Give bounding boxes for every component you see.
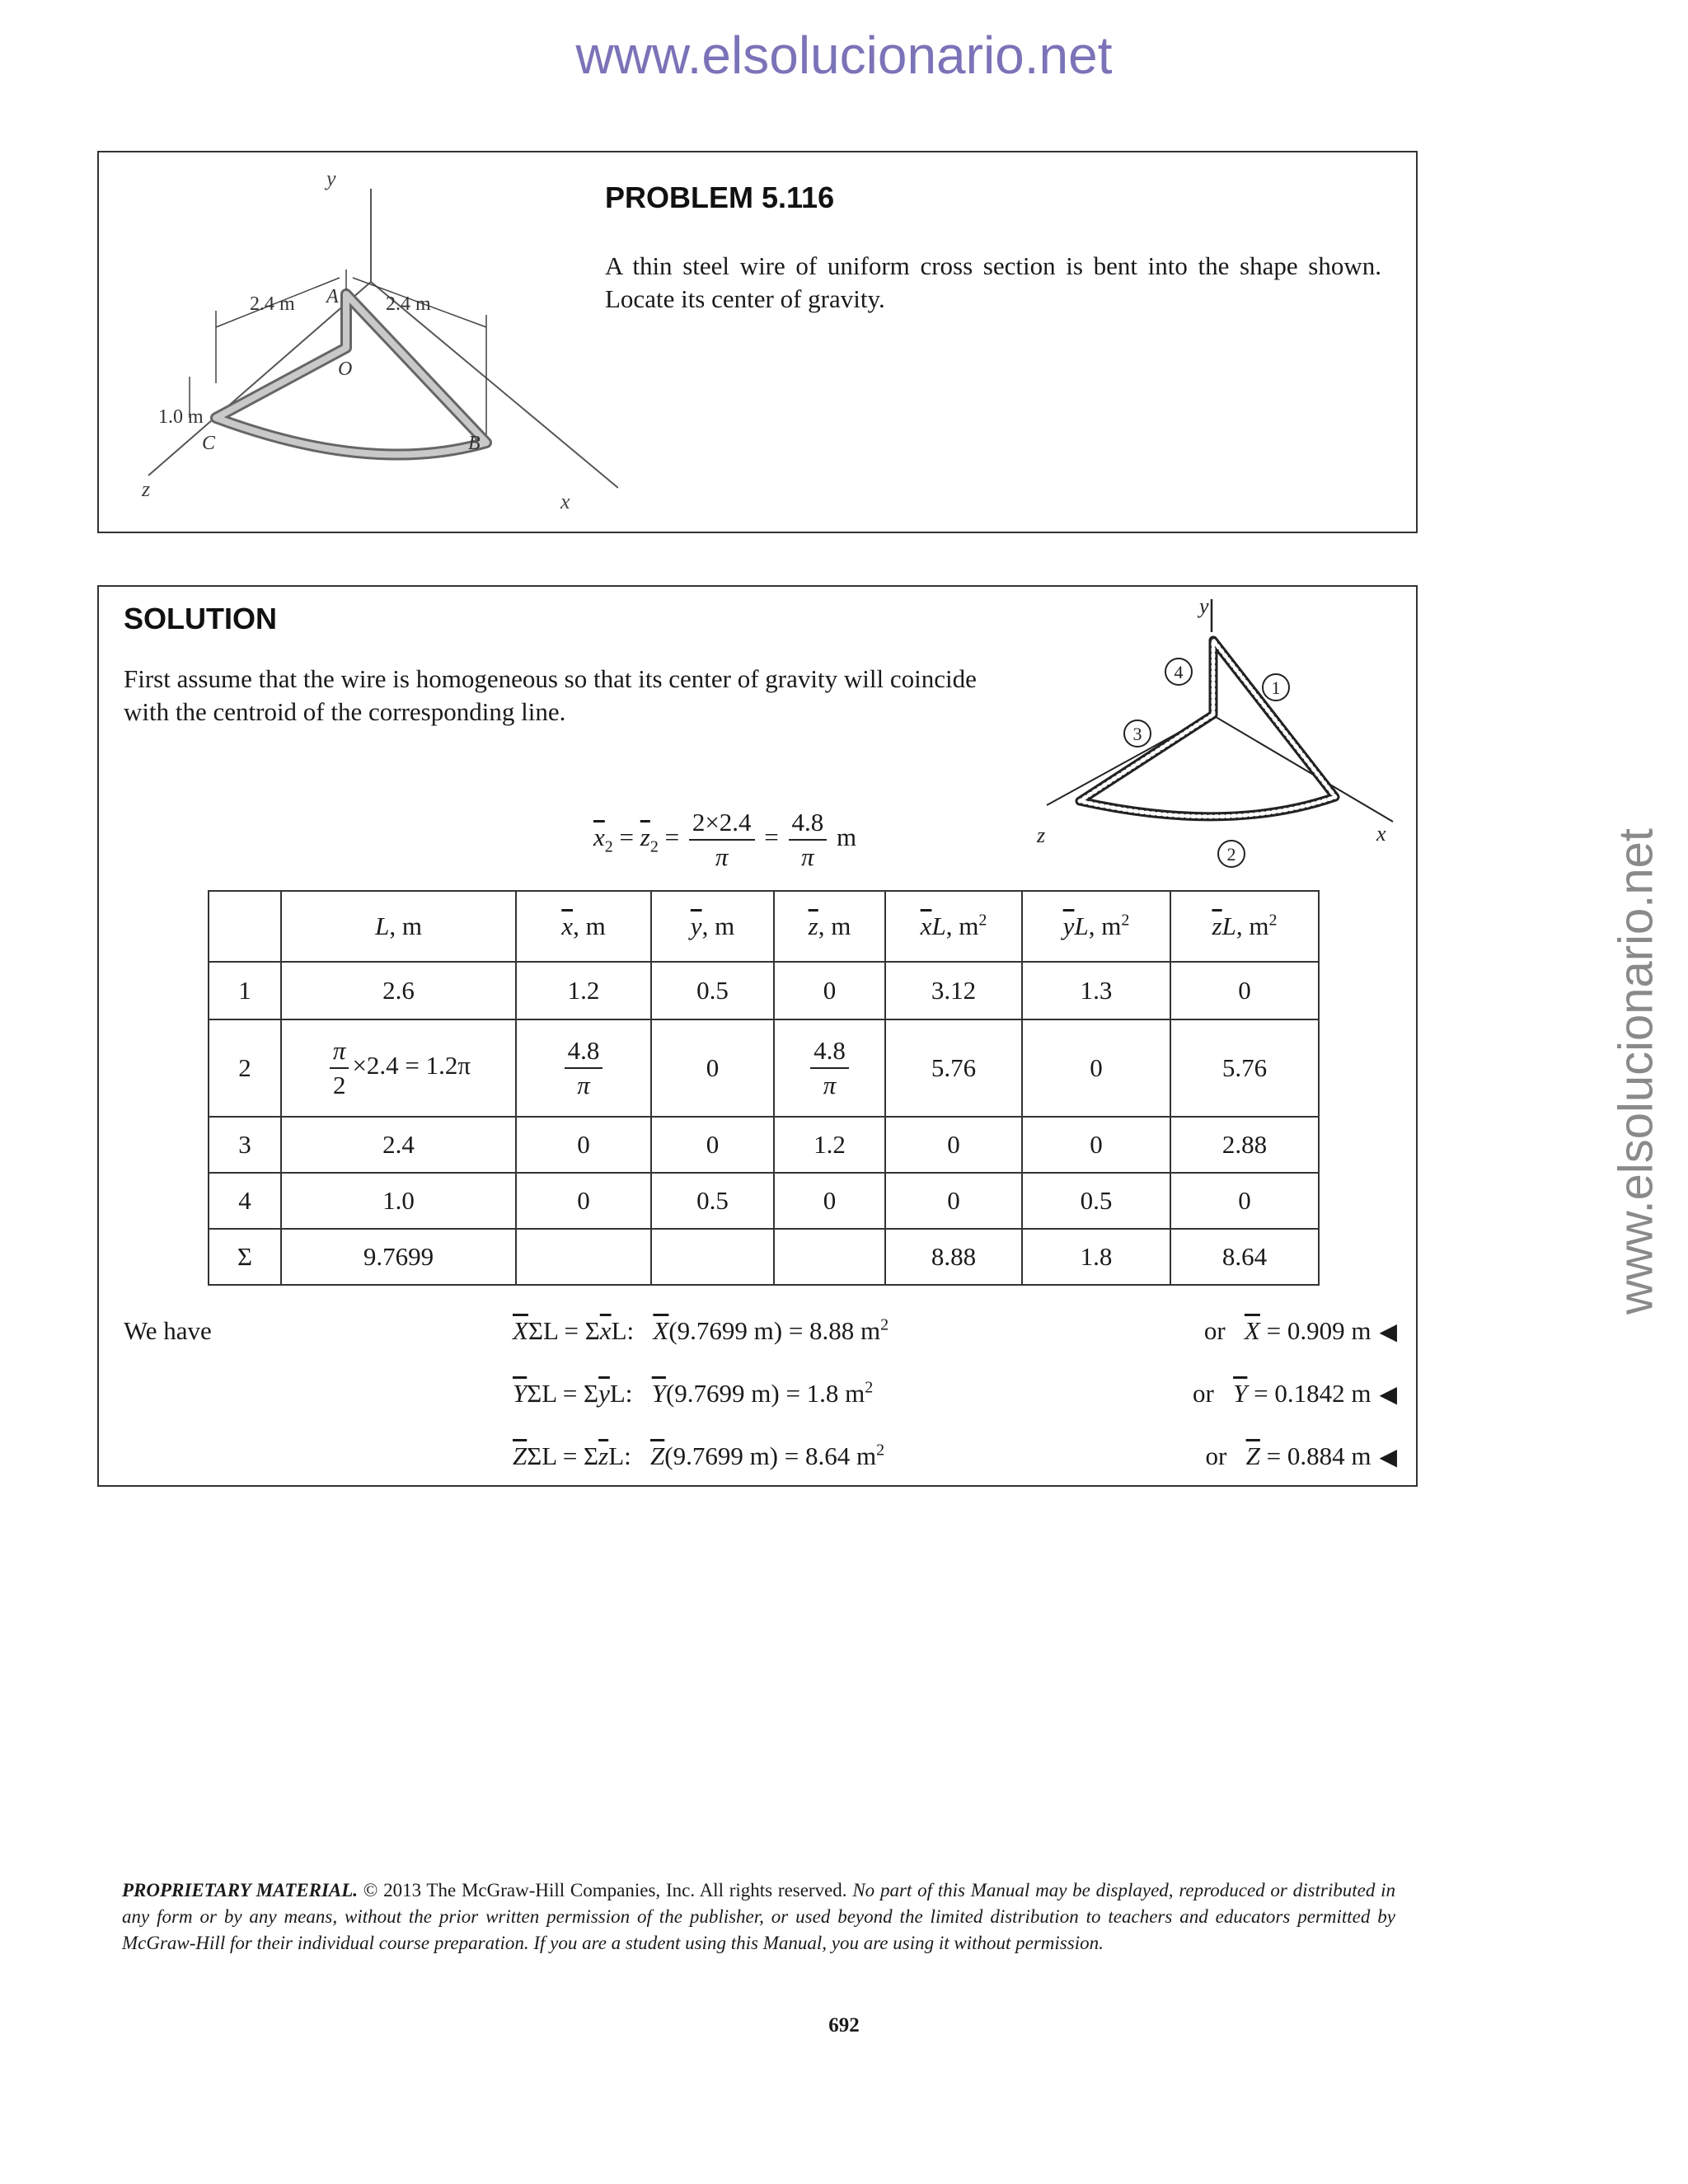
label-y: y xyxy=(326,171,336,190)
point-O: O xyxy=(338,359,353,380)
problem-text: A thin steel wire of uniform cross section is bent into the shape shown. Locate its center of gravity. xyxy=(605,251,1381,313)
watermark-top: www.elsolucionario.net xyxy=(575,26,1113,85)
table-row: 4 1.0 0 0.5 0 0 0.5 0 xyxy=(209,1173,1319,1229)
footer-notice: PROPRIETARY MATERIAL. © 2013 The McGraw-Hill Companies, Inc. All rights reserved. No part of this Manual may be displayed, reproduced or distributed in any form or by any means, without the prior written permission of the publisher, or used beyond the limited distribution to teachers and educators permitted by McGraw-Hill for their individual course preparation. If you are a student using this Manual, you are using it without permission. xyxy=(122,1880,1395,1953)
solution-intro: First assume that the wire is homogeneous so that its center of gravity will coincide with the centroid of the corresponding line. xyxy=(124,664,977,726)
answer-arrow-icon: ◀ xyxy=(1379,1443,1397,1470)
header-xL: $\overline{x}L$, $m^2$ xyxy=(885,891,1022,962)
dim-height: 1.0 m xyxy=(158,406,204,428)
header-y: $\overline{y}$, m xyxy=(651,891,774,962)
header-yL: $\overline{y}L$, $m^2$ xyxy=(1022,891,1170,962)
point-B: B xyxy=(468,433,481,454)
table-row: 2 $\frac{\pi}{2}$ ×2.4 = 1.2π $\frac{4.8}{\pi}$ 0 $\frac{4.8}{\pi}$ 5.76 0 5.76 xyxy=(209,1019,1319,1117)
we-have-label: We have xyxy=(124,1316,212,1345)
answer-arrow-icon: ◀ xyxy=(1379,1318,1397,1345)
header-zL: $\overline{z}L$, $m^2$ xyxy=(1170,891,1319,962)
header-blank xyxy=(209,891,281,962)
result-y: $\overline{Y}\Sigma L = \Sigma\overline{y}L$: $\overline{Y}(9.7699$ m) = 1.8 $m^2$ or $\overline{Y} = 0.1842$ m ◀ xyxy=(513,1378,1397,1408)
header-z: $\overline{z}$, m xyxy=(774,891,885,962)
solution-box xyxy=(97,585,1418,1487)
table-row: 3 2.4 0 0 1.2 0 0 2.88 xyxy=(209,1117,1319,1173)
sketch-wire-outer xyxy=(1080,640,1335,817)
member-3: 3 xyxy=(1132,724,1142,744)
solution-title: SOLUTION xyxy=(124,602,277,635)
point-C: C xyxy=(202,433,216,454)
table-row: 1 2.6 1.2 0.5 0 3.12 1.3 0 xyxy=(209,962,1319,1019)
label-z: z xyxy=(142,477,151,501)
problem-box xyxy=(97,151,1418,533)
data-table xyxy=(208,890,1320,1286)
answer-arrow-icon: ◀ xyxy=(1379,1380,1397,1408)
table-header-row xyxy=(209,891,1319,962)
result-x: We have $\overline{X}\Sigma L = \Sigma\overline{x}L$: $\overline{X}(9.7699$ m) = 8.88 $m^2$ or $\overline{X} = 0.909$ m ◀ xyxy=(124,1315,1397,1345)
centroid-equation: $\overline{x}_2 = \overline{z}_2$ = $\frac{2\times 2.4}{\pi}$ = $\frac{4.8}{\pi}$ m xyxy=(593,808,857,871)
member-4: 4 xyxy=(1174,662,1184,682)
watermark-side: www.elsolucionario.net xyxy=(1609,828,1663,1315)
wire-figure xyxy=(124,171,618,517)
sketch-wire-inner xyxy=(1080,640,1335,817)
page-number: 692 xyxy=(828,2014,860,2036)
member-1: 1 xyxy=(1271,677,1281,698)
header-x: $\overline{x}$, m xyxy=(516,891,651,962)
point-A: A xyxy=(326,286,339,307)
solution-sketch xyxy=(1030,595,1401,875)
member-2: 2 xyxy=(1226,844,1236,865)
label-x: x xyxy=(560,490,570,513)
problem-title: PROBLEM 5.116 xyxy=(605,180,835,214)
result-z: $\overline{Z}\Sigma L = \Sigma\overline{z}L$: $\overline{Z}(9.7699$ m) = 8.64 $m^2$ or $\overline{Z} = 0.884$ m ◀ xyxy=(513,1441,1397,1470)
sketch-z: z xyxy=(1037,823,1046,847)
sketch-y: y xyxy=(1199,595,1209,618)
sketch-x: x xyxy=(1376,822,1386,846)
header-L: L, m xyxy=(281,891,516,962)
table-sum-row: Σ 9.7699 8.88 1.8 8.64 xyxy=(209,1229,1319,1285)
dim-left: 2.4 m xyxy=(250,293,295,315)
dim-right: 2.4 m xyxy=(386,293,431,315)
